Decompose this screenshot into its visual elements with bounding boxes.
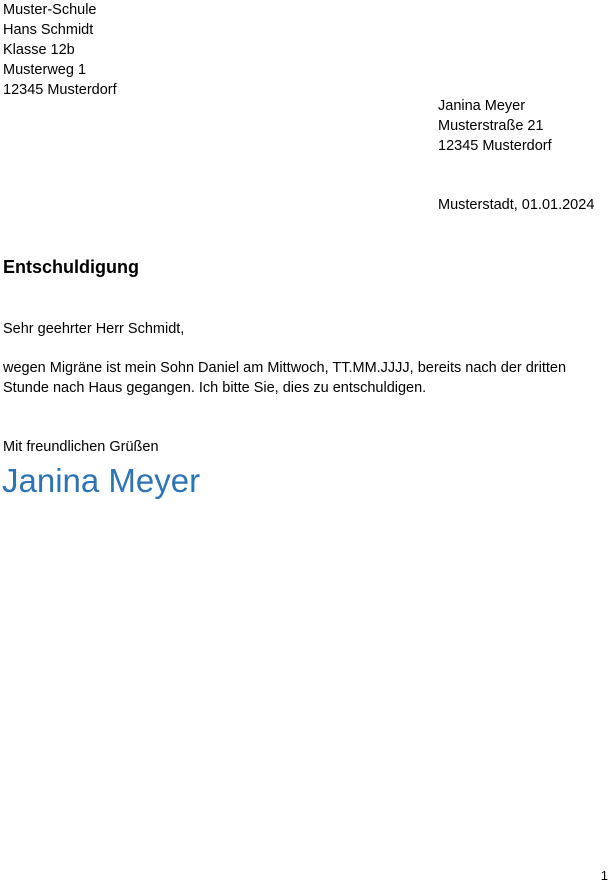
letter-body <box>3 358 593 398</box>
sender-address-block <box>438 96 552 156</box>
signature: Janina Meyer <box>2 462 201 499</box>
letter-subject: Entschuldigung <box>3 257 139 277</box>
recipient-line-class: Klasse 12b <box>3 42 75 58</box>
recipient-address-block <box>0 0 117 100</box>
recipient-line-school: Muster-Schule <box>3 2 97 18</box>
sender-line-name: Janina Meyer <box>438 98 526 114</box>
body-line-2: Stunde nach Haus gegangen. Ich bitte Sie, dies zu entschuldigen. <box>3 380 427 396</box>
place-date-line: Musterstadt, 01.01.2024 <box>438 197 595 213</box>
recipient-line-street: Musterweg 1 <box>3 62 87 78</box>
recipient-line-city: 12345 Musterdorf <box>3 82 117 98</box>
salutation: Sehr geehrter Herr Schmidt, <box>3 321 185 337</box>
closing-phrase: Mit freundlichen Grüßen <box>3 439 159 455</box>
page-number: 1 <box>600 868 608 883</box>
body-line-1: wegen Migräne ist mein Sohn Daniel am Mittwoch, TT.MM.JJJJ, bereits nach der dritten <box>3 360 567 376</box>
sender-line-city: 12345 Musterdorf <box>438 138 552 154</box>
recipient-line-name: Hans Schmidt <box>3 22 94 38</box>
sender-line-street: Musterstraße 21 <box>438 118 544 134</box>
